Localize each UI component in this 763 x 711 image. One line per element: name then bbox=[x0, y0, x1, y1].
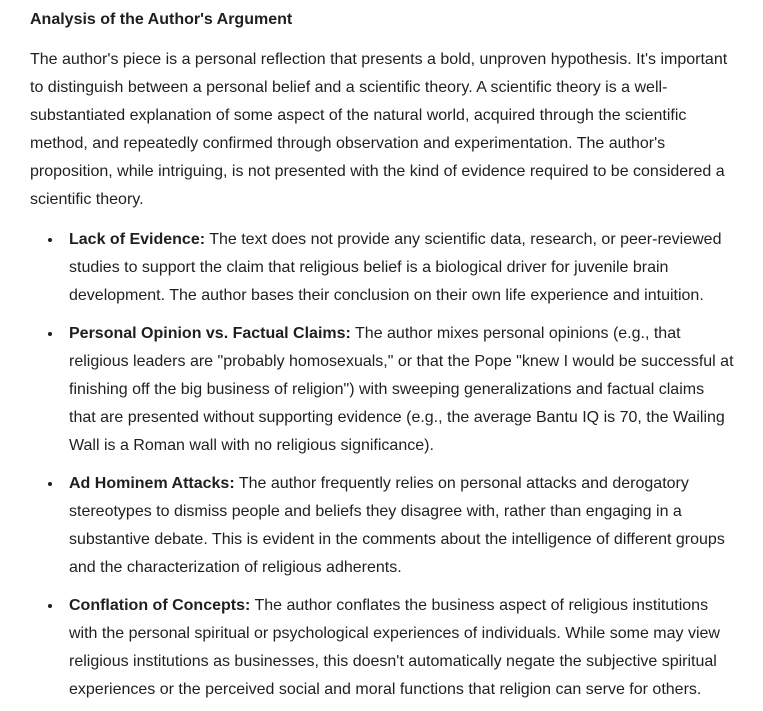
bullet-label: Conflation of Concepts: bbox=[69, 597, 251, 614]
bullet-text: The author mixes personal opinions (e.g., that religious leaders are "probably homosexuals," or that the Pope "knew I would be successful at finishing off the big business of religion") with sweeping generalizations and factual claims that are presented without supporting evidence (e.g., the average Bantu IQ is 70, the Wailing Wall is a Roman wall with no religious significance). bbox=[69, 325, 734, 454]
list-item bbox=[63, 592, 735, 704]
bullet-text: The text does not provide any scientific data, research, or peer-reviewed studies to support the claim that religious belief is a biological driver for juvenile brain development. The author bases their conclusion on their own life experience and intuition. bbox=[69, 231, 722, 304]
intro-paragraph: The author's piece is a personal reflection that presents a bold, unproven hypothesis. It's important to distinguish between a personal belief and a scientific theory. A scientific theory is a well-substantiated explanation of some aspect of the natural world, acquired through the scientific method, and repeatedly confirmed through observation and experimentation. The author's proposition, while intriguing, is not presented with the kind of evidence required to be considered a scientific theory. bbox=[30, 51, 728, 208]
list-item bbox=[63, 226, 735, 310]
list-item bbox=[63, 320, 735, 460]
analysis-bullet-list bbox=[30, 226, 735, 704]
bullet-label: Lack of Evidence: bbox=[69, 231, 206, 248]
bullet-label: Ad Hominem Attacks: bbox=[69, 475, 235, 492]
bullet-text: The author frequently relies on personal attacks and derogatory stereotypes to dismiss people and beliefs they disagree with, rather than engaging in a substantive debate. This is evident in the comments about the intelligence of different groups and the characterization of religious adherents. bbox=[69, 475, 725, 576]
section-heading: Analysis of the Author's Argument bbox=[30, 11, 293, 28]
list-item bbox=[63, 470, 735, 582]
bullet-text: The author conflates the business aspect of religious institutions with the personal spiritual or psychological experiences of individuals. While some may view religious institutions as businesses, this doesn't automatically negate the subjective spiritual experiences or the perceived social and moral functions that religion can serve for others. bbox=[69, 597, 720, 698]
bullet-label: Personal Opinion vs. Factual Claims: bbox=[69, 325, 351, 342]
